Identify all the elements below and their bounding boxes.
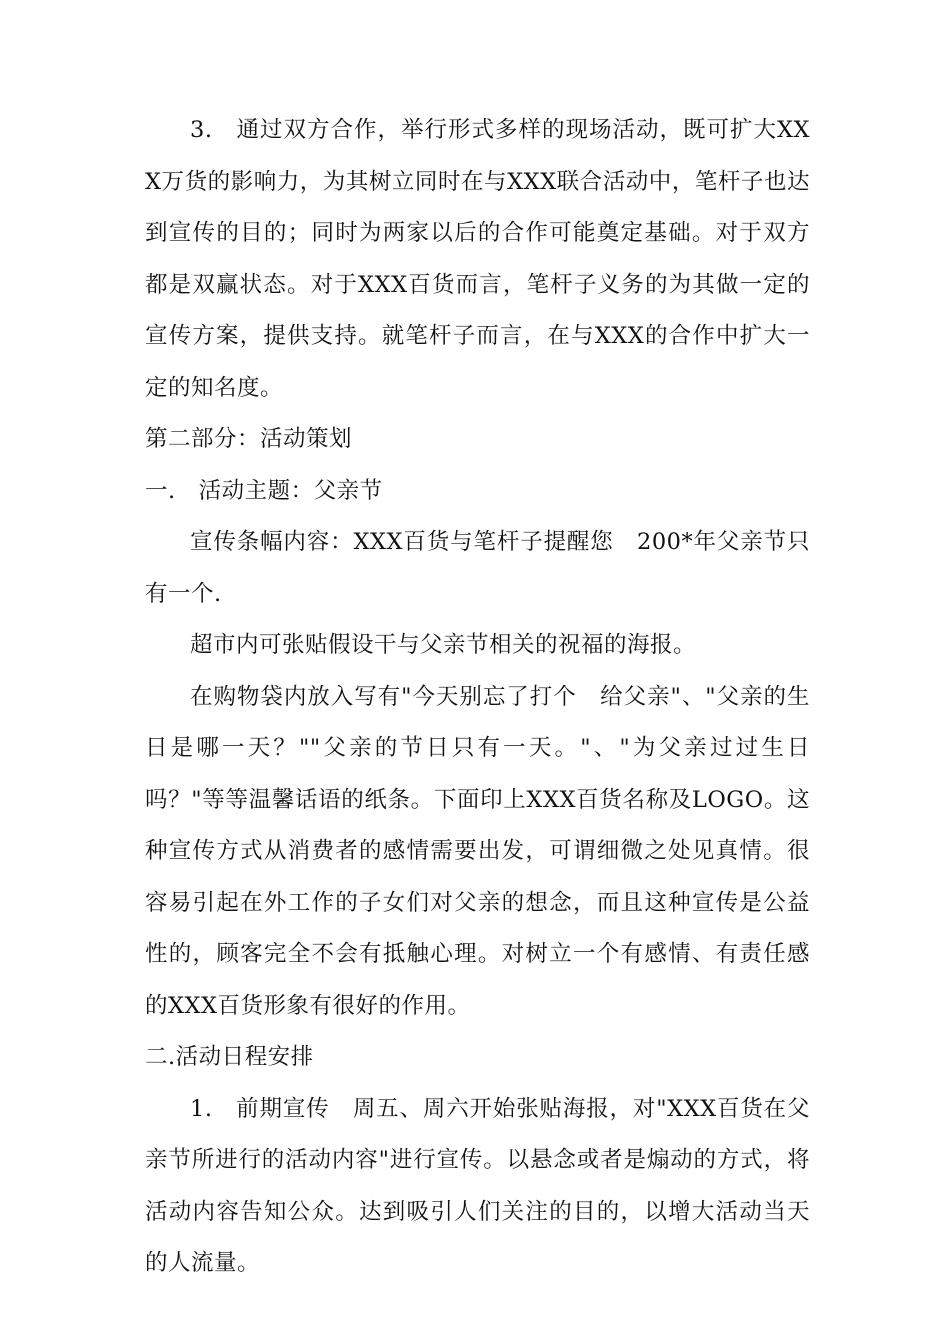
paragraph-banner-content: 宣传条幅内容：XXX百货与笔杆子提醒您 200*年父亲节只有一个. (145, 529, 810, 607)
paragraph-pre-promotion: 1. 前期宣传 周五、周六开始张贴海报，对"XXX百货在父亲节所进行的活动内容"进行宣传。以悬念或者是煽动的方式，将活动内容告知公众。达到吸引人们关注的目的，以增大活动当天的人流量。 (145, 1095, 810, 1276)
heading-activity-theme: 一. 活动主题：父亲节 (145, 477, 383, 504)
paragraph-shopping-bag-notes: 在购物袋内放入写有"今天别忘了打个 给父亲"、"父亲的生日是哪一天？""父亲的节日只有一天。"、"为父亲过过生日吗？"等等温馨话语的纸条。下面印上XXX百货名称及LOGO。这种宣传方式从消费者的感情需要出发，可谓细微之处见真情。很容易引起在外工作的子女们对父亲的想念，而且这种宣传是公益性的，顾客完全不会有抵触心理。对树立一个有感情、有责任感的XXX百货形象有很好的作用。 (145, 683, 810, 1019)
heading-schedule: 二.活动日程安排 (145, 1044, 314, 1070)
paragraph-cooperation-benefits: 3. 通过双方合作，举行形式多样的现场活动，既可扩大XXX万货的影响力，为其树立同时在与XXX联合活动中，笔杆子也达到宣传的目的；同时为两家以后的合作可能奠定基础。对于双方都是双赢状态。对于XXX百货而言，笔杆子义务的为其做一定的宣传方案，提供支持。就笔杆子而言，在与XXX的合作中扩大一定的知名度。 (145, 117, 810, 401)
section-heading-part-two: 第二部分：活动策划 (145, 426, 353, 452)
paragraph-posters: 超市内可张贴假设干与父亲节相关的祝福的海报。 (190, 632, 697, 658)
document-page (145, 105, 810, 1290)
